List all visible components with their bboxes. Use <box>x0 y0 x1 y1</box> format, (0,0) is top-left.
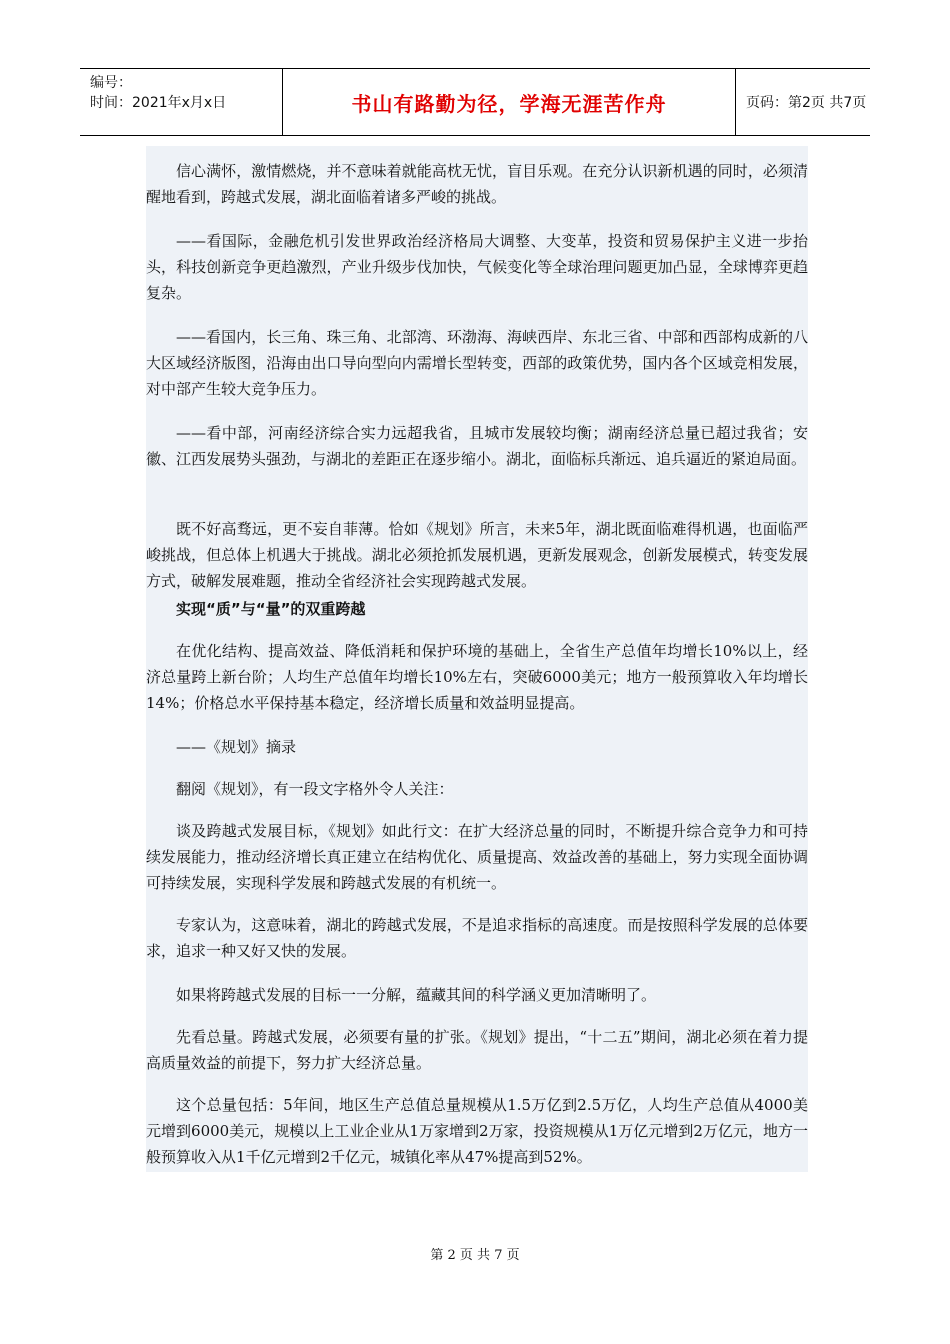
time-label: 时间：2021年x月x日 <box>90 95 227 111</box>
paragraph: ——看国内，长三角、珠三角、北部湾、环渤海、海峡西岸、东北三省、中部和西部构成新的八大区域经济版图，沿海由出口导向型向内需增长型转变，西部的政策优势，国内各个区域竞相发展，对中部产生较大竞争压力。 <box>146 328 808 398</box>
paragraph: ——看国际，金融危机引发世界政治经济格局大调整、大变革，投资和贸易保护主义进一步抬头，科技创新竞争更趋激烈，产业升级步伐加快，气候变化等全球治理问题更加凸显，全球博弈更趋复杂。 <box>146 232 808 302</box>
paragraph: 信心满怀，激情燃烧，并不意味着就能高枕无忧，盲目乐观。在充分认识新机遇的同时，必须清醒地看到，跨越式发展，湖北面临着诸多严峻的挑战。 <box>146 162 808 206</box>
quote-source: ——《规划》摘录 <box>176 738 297 756</box>
paragraph: 翻阅《规划》，有一段文字格外令人关注： <box>176 780 454 798</box>
paragraph: 谈及跨越式发展目标，《规划》如此行文：在扩大经济总量的同时，不断提升综合竞争力和可持续发展能力，推动经济增长真正建立在结构优化、质量提高、效益改善的基础上，努力实现全面协调可持续发展，实现科学发展和跨越式发展的有机统一。 <box>146 822 808 892</box>
paragraph: 专家认为，这意味着，湖北的跨越式发展，不是追求指标的高速度。而是按照科学发展的总体要求，追求一种又好又快的发展。 <box>146 916 808 960</box>
header-meta <box>80 69 282 135</box>
paragraph: 既不好高骛远，更不妄自菲薄。恰如《规划》所言，未来5年，湖北既面临难得机遇，也面临严峻挑战，但总体上机遇大于挑战。湖北必须抢抓发展机遇，更新发展观念，创新发展模式，转变发展方式，破解发展难题，推动全省经济社会实现跨越式发展。 <box>146 520 808 590</box>
serial-label: 编号： <box>90 75 132 91</box>
header-motto: 书山有路勤为径，学海无涯苦作舟 <box>282 69 736 135</box>
section-heading: 实现“质”与“量”的双重跨越 <box>176 600 366 618</box>
paragraph: 先看总量。跨越式发展，必须要有量的扩张。《规划》提出，“十二五”期间，湖北必须在着力提高质量效益的前提下，努力扩大经济总量。 <box>146 1028 808 1072</box>
paragraph: 这个总量包括：5年间，地区生产总值总量规模从1.5万亿到2.5万亿，人均生产总值从4000美元增到6000美元，规模以上工业企业从1万家增到2万家，投资规模从1万亿元增到2万亿元，地方一般预算收入从1千亿元增到2千亿元，城镇化率从47%提高到52%。 <box>146 1096 808 1166</box>
paragraph: 如果将跨越式发展的目标一一分解，蕴藏其间的科学涵义更加清晰明了。 <box>176 986 657 1004</box>
page-header <box>80 68 870 136</box>
article-body <box>146 146 808 1172</box>
paragraph: ——看中部，河南经济综合实力远超我省，且城市发展较均衡；湖南经济总量已超过我省；安徽、江西发展势头强劲，与湖北的差距正在逐步缩小。湖北，面临标兵渐远、追兵逼近的紧迫局面。 <box>146 424 808 468</box>
page-footer: 第 2 页 共 7 页 <box>430 1248 520 1263</box>
header-page-info: 页码：第2页 共7页 <box>746 95 867 111</box>
paragraph: 在优化结构、提高效益、降低消耗和保护环境的基础上，全省生产总值年均增长10%以上，经济总量跨上新台阶；人均生产总值年均增长10%左右，突破6000美元；地方一般预算收入年均增长14%；价格总水平保持基本稳定，经济增长质量和效益明显提高。 <box>146 642 808 712</box>
